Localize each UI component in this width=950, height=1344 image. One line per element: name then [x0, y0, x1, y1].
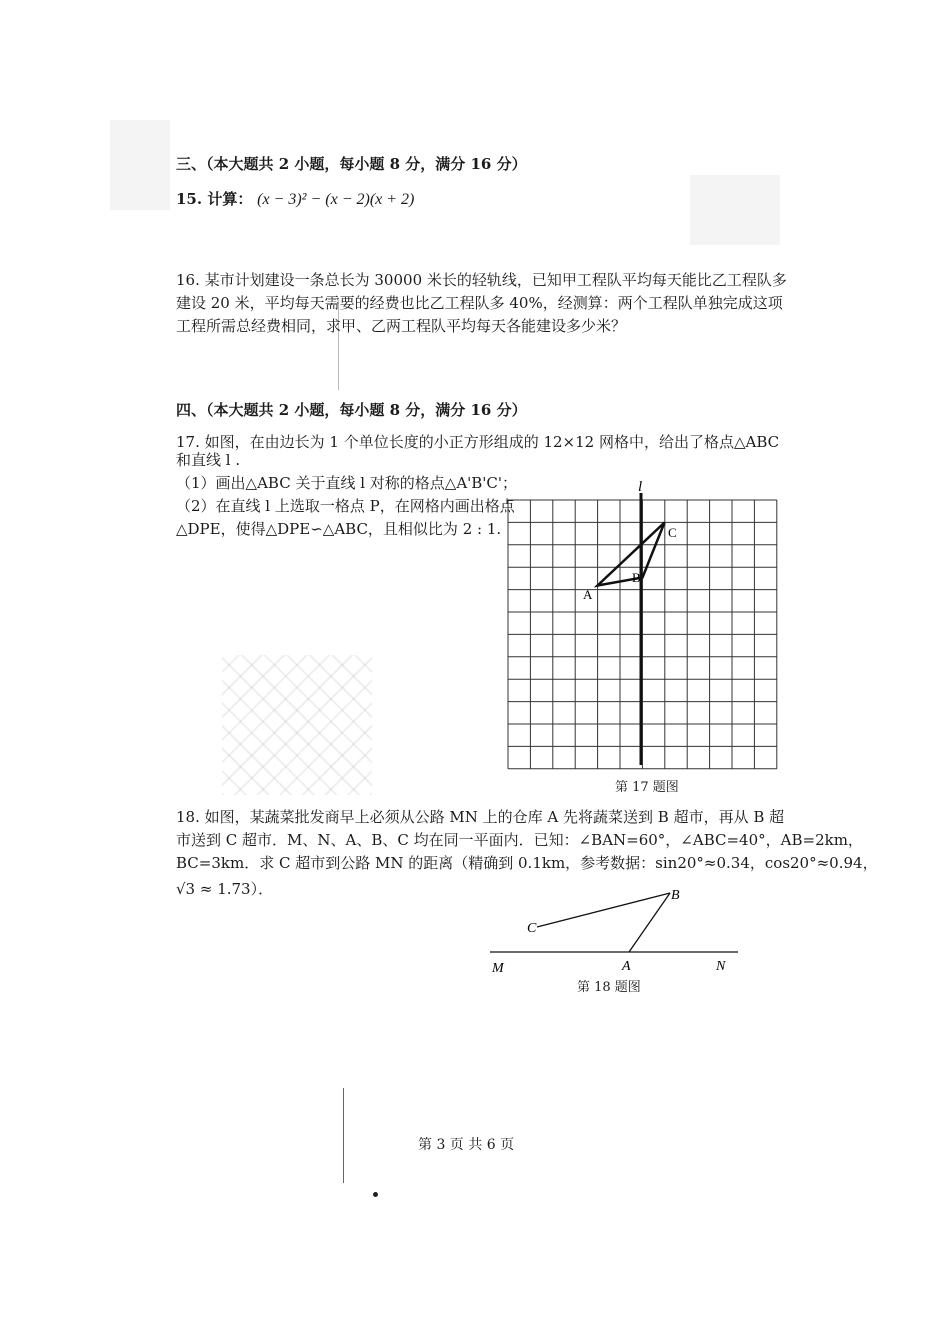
q15-expression: (x − 3)² − (x − 2)(x + 2): [257, 191, 415, 208]
label-m: M: [492, 961, 504, 976]
q17-part2b: △DPE，使得△DPE∽△ABC，且相似比为 2 : 1.: [176, 520, 502, 538]
q17-grid-figure: [495, 475, 795, 775]
scan-mark-line-1: [338, 300, 339, 390]
section4-heading: 四、（本大题共 2 小题，每小题 8 分，满分 16 分）: [176, 401, 527, 419]
q16-line2: 建设 20 米，平均每天需要的经费也比乙工程队多 40%，经测算：两个工程队单独完成这项: [176, 294, 783, 312]
q16-line1: 16. 某市计划建设一条总长为 30000 米长的轻轨线，已知甲工程队平均每天能比乙工程队多: [176, 271, 787, 289]
q18-line2: 市送到 C 超市．M、N、A、B、C 均在同一平面内．已知：∠BAN=60°，∠ABC=40°，AB=2km，: [176, 831, 863, 849]
q18-line4: √3 ≈ 1.73）．: [176, 880, 274, 898]
scan-artifact-top: [110, 120, 170, 210]
q15-question: [176, 190, 414, 209]
q17-figure-caption: 第 17 题图: [615, 780, 679, 795]
q18-figure: [480, 880, 760, 980]
q15-prefix: 15. 计算：: [176, 190, 253, 208]
section3-heading: 三、（本大题共 2 小题，每小题 8 分，满分 16 分）: [176, 155, 527, 173]
line-l-label: l: [638, 479, 643, 495]
page-number: 第 3 页 共 6 页: [418, 1137, 515, 1153]
vertex-a-label: A: [583, 587, 593, 602]
label-n: N: [716, 959, 726, 974]
q18-line1: 18. 如图，某蔬菜批发商早上必须从公路 MN 上的仓库 A 先将蔬菜送到 B 超市，再从 B 超: [176, 808, 785, 826]
q17-line1: 17. 如图，在由边长为 1 个单位长度的小正方形组成的 12×12 网格中，给出了格点△ABC: [176, 433, 780, 451]
triangle-abc: [598, 523, 665, 586]
scan-mark-line-2: [343, 1088, 344, 1183]
label-a: A: [622, 959, 631, 974]
vertex-c-label: C: [668, 525, 677, 540]
vertex-b-label: B: [632, 570, 641, 585]
scan-dot: [373, 1192, 378, 1197]
q17-part1: （1）画出△ABC 关于直线 l 对称的格点△A'B'C'；: [176, 474, 518, 492]
q17-part2a: （2）在直线 l 上选取一格点 P，在网格内画出格点: [176, 497, 515, 515]
scan-artifact-seal: [222, 655, 372, 795]
q18-figure-caption: 第 18 题图: [577, 980, 641, 995]
q17-line2: 和直线 l .: [176, 451, 241, 469]
label-b: B: [671, 888, 680, 903]
scan-artifact-right: [690, 175, 780, 245]
q18-line3: BC=3km．求 C 超市到公路 MN 的距离（精确到 0.1km，参考数据：sin20°≈0.34，cos20°≈0.94，: [176, 854, 878, 872]
label-c: C: [527, 921, 537, 936]
q16-line3: 工程所需总经费相同，求甲、乙两工程队平均每天各能建设多少米？: [176, 317, 627, 335]
